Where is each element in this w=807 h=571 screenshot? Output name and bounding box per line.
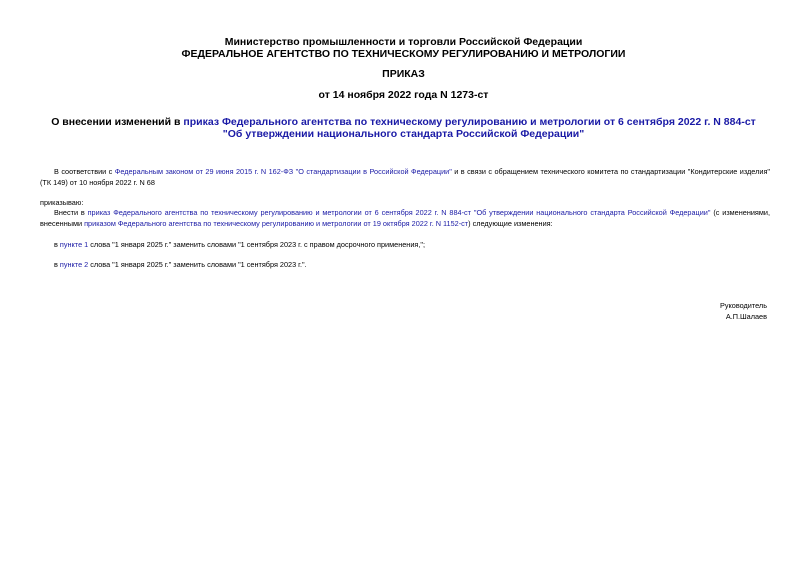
agency-name: ФЕДЕРАЛЬНОЕ АГЕНТСТВО ПО ТЕХНИЧЕСКОМУ РЕГУЛИРОВАНИЮ И МЕТРОЛОГИИ <box>181 48 626 60</box>
item1-suffix: слова "1 января 2025 г." заменить словами "1 сентября 2023 г. с правом досрочного применения,"; <box>88 240 425 249</box>
title-prefix: О внесении изменений в <box>51 116 184 128</box>
document-title <box>40 116 767 140</box>
document-type: ПРИКАЗ <box>382 68 425 80</box>
paragraph-basis <box>40 166 770 188</box>
paragraph-orders: приказываю: <box>40 198 84 207</box>
item-1-link[interactable]: пункте 1 <box>59 240 89 249</box>
amend-prefix: Внести в <box>54 208 88 217</box>
paragraph-item-2 <box>40 259 770 270</box>
item-2-link[interactable]: пункте 2 <box>59 260 89 269</box>
signature-name: А.П.Шалаев <box>725 312 767 321</box>
order-884-link[interactable]: приказ Федерального агентства по техническому регулированию и метрологии от 6 сентября 2022 г. N 884-ст "Об утверждении национального стандарта Российской Федерации" <box>87 208 711 217</box>
basis-prefix: В соответствии с <box>54 167 115 176</box>
federal-law-link[interactable]: Федеральным законом от 29 июня 2015 г. N 162-ФЗ "О стандартизации в Российской Федерации" <box>114 167 452 176</box>
amend-suffix: ) следующие изменения: <box>468 219 553 228</box>
ministry-name: Министерство промышленности и торговли Российской Федерации <box>224 36 583 48</box>
paragraph-item-1 <box>40 239 770 250</box>
signature-role: Руководитель <box>719 301 767 310</box>
basis-suffix: и в связи с обращением технического комитета по стандартизации "Кондитерские изделия" (ТК 149) от 10 ноября 2022 г. N 68 <box>40 167 771 187</box>
title-order-link[interactable]: приказ Федерального агентства по техническому регулированию и метрологии от 6 сентября 2022 г. N 884-ст "Об утверждении национального стандарта Российской Федерации" <box>183 116 756 140</box>
item2-prefix: в <box>54 260 60 269</box>
document-date-number: от 14 ноября 2022 года N 1273-ст <box>318 89 489 101</box>
item2-suffix: слова "1 января 2025 г." заменить словами "1 сентября 2023 г.". <box>88 260 307 269</box>
item1-prefix: в <box>54 240 60 249</box>
order-1152-link[interactable]: приказом Федерального агентства по техническому регулированию и метрологии от 19 октября 2022 г. N 1152-ст <box>84 219 469 228</box>
paragraph-amendments <box>40 207 770 229</box>
signature-block <box>720 300 767 322</box>
amend-mid: (с изменениями, внесенными <box>40 208 771 228</box>
